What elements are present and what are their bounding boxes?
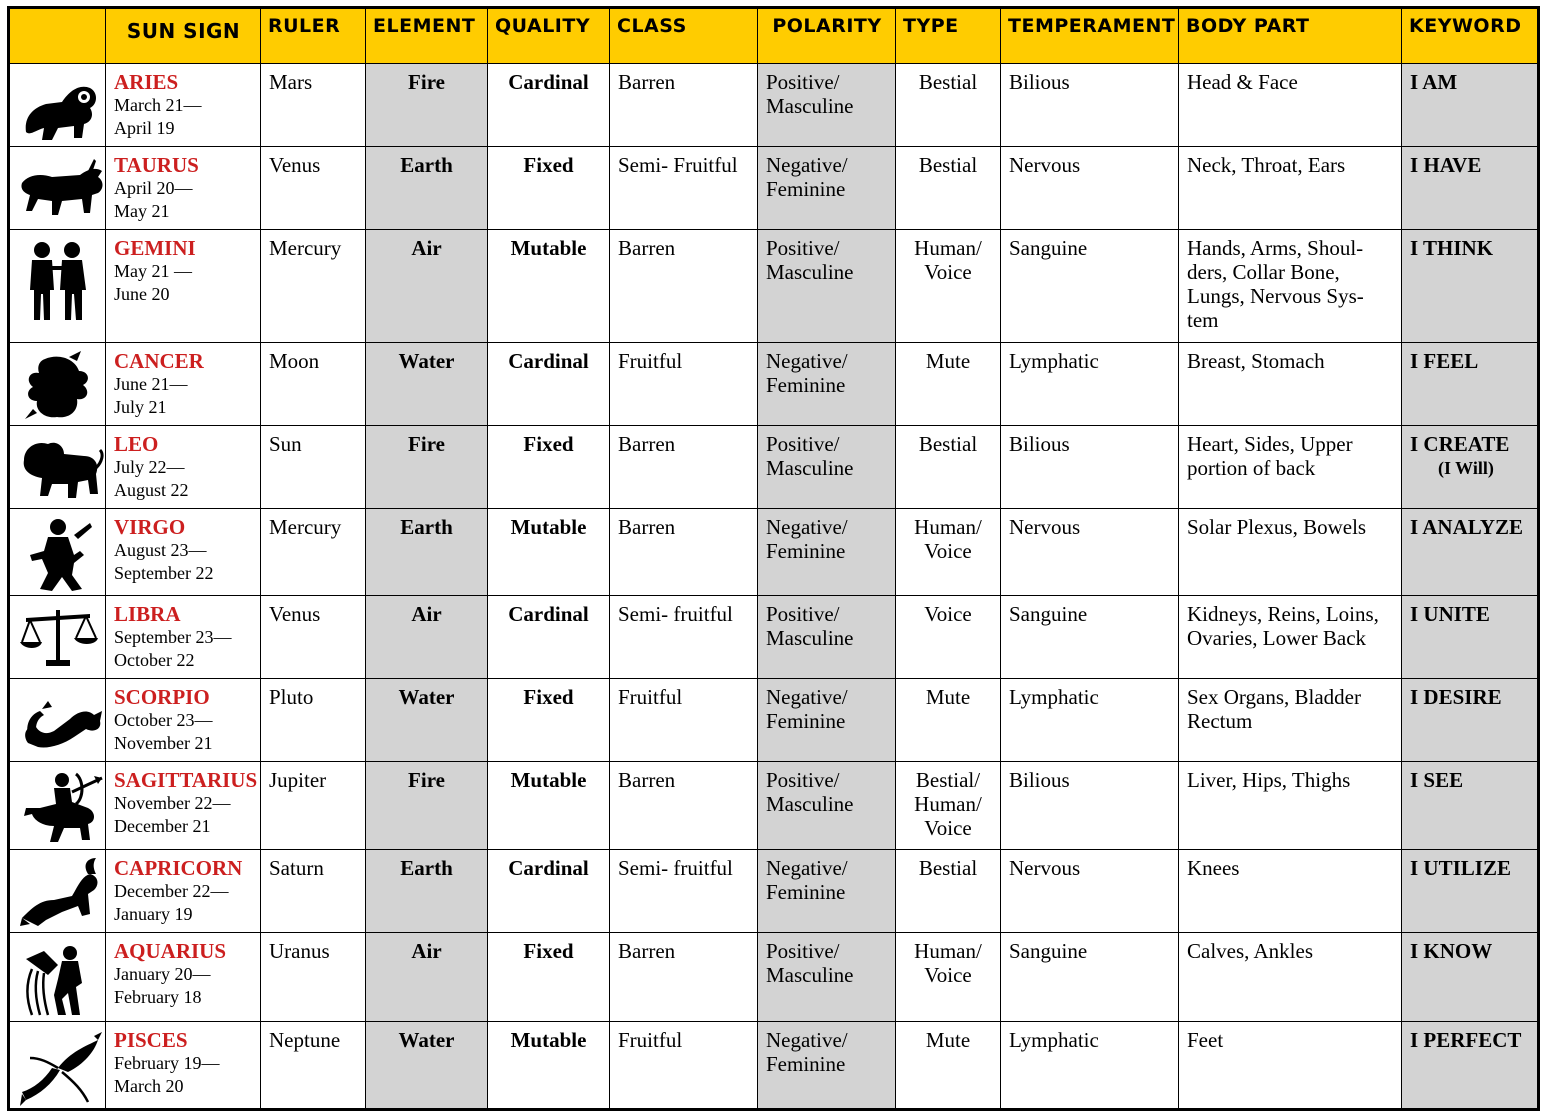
quality-cell: Mutable xyxy=(488,1022,610,1110)
quality-cell: Fixed xyxy=(488,426,610,509)
polarity-cell: Positive/ Masculine xyxy=(758,762,896,850)
icon-cell xyxy=(9,147,106,230)
body-part-cell: Kidneys, Reins, Loins, Ovaries, Lower Back xyxy=(1179,596,1402,679)
crab-icon xyxy=(19,349,97,425)
element-cell: Air xyxy=(366,933,488,1022)
sign-name: LIBRA xyxy=(114,602,181,626)
type-cell: Mute xyxy=(896,1022,1001,1110)
lion-icon xyxy=(18,432,97,508)
class-cell: Barren xyxy=(610,426,758,509)
sign-date-end: December 21 xyxy=(114,816,211,836)
table-row xyxy=(9,509,1539,596)
keyword-cell xyxy=(1402,343,1539,426)
class-cell: Fruitful xyxy=(610,343,758,426)
quality-cell: Cardinal xyxy=(488,596,610,679)
icon-cell xyxy=(9,596,106,679)
icon-cell xyxy=(9,230,106,343)
icon-cell xyxy=(9,1022,106,1110)
keyword-text: I UTILIZE xyxy=(1410,856,1511,880)
archer-icon xyxy=(18,768,106,848)
sign-cell xyxy=(106,509,261,596)
ruler-cell: Mars xyxy=(261,64,366,147)
crab-icon xyxy=(18,349,97,425)
keyword-cell xyxy=(1402,147,1539,230)
ram-icon xyxy=(18,70,97,146)
sign-date-end: May 21 xyxy=(114,201,170,221)
polarity-cell: Negative/ Feminine xyxy=(758,343,896,426)
table-row xyxy=(9,679,1539,762)
polarity-cell: Negative/ Feminine xyxy=(758,850,896,933)
water-bearer-icon xyxy=(18,939,97,1021)
keyword-subtext: (I Will) xyxy=(1438,458,1494,478)
body-part-cell: Feet xyxy=(1179,1022,1402,1110)
ruler-cell: Venus xyxy=(261,147,366,230)
sign-cell xyxy=(106,230,261,343)
icon-cell xyxy=(9,343,106,426)
type-cell: Bestial xyxy=(896,147,1001,230)
sign-cell xyxy=(106,426,261,509)
sign-name: CAPRICORN xyxy=(114,856,243,880)
type-cell: Bestial xyxy=(896,64,1001,147)
header-body-part: BODY PART xyxy=(1179,8,1402,64)
header-class: CLASS xyxy=(610,8,758,64)
virgin-icon xyxy=(18,515,98,595)
sign-name: GEMINI xyxy=(114,236,196,260)
icon-cell xyxy=(9,933,106,1022)
sign-name: VIRGO xyxy=(114,515,186,539)
temperament-cell: Nervous xyxy=(1001,850,1179,933)
type-cell: Bestial xyxy=(896,850,1001,933)
sign-cell xyxy=(106,679,261,762)
temperament-cell: Bilious xyxy=(1001,762,1179,850)
ruler-cell: Venus xyxy=(261,596,366,679)
sign-date-end: March 20 xyxy=(114,1076,184,1096)
keyword-cell xyxy=(1402,1022,1539,1110)
fish-icon xyxy=(18,1028,102,1108)
header-type: TYPE xyxy=(896,8,1001,64)
body-part-cell: Solar Plexus, Bowels xyxy=(1179,509,1402,596)
keyword-text: I DESIRE xyxy=(1410,685,1502,709)
header-quality: QUALITY xyxy=(488,8,610,64)
scorpion-icon xyxy=(18,685,97,761)
sign-name: TAURUS xyxy=(114,153,199,177)
body-part-cell: Liver, Hips, Thighs xyxy=(1179,762,1402,850)
body-part-cell: Heart, Sides, Upper portion of back xyxy=(1179,426,1402,509)
keyword-cell xyxy=(1402,426,1539,509)
header-keyword: KEYWORD xyxy=(1402,8,1539,64)
class-cell: Semi- fruitful xyxy=(610,850,758,933)
icon-cell xyxy=(9,426,106,509)
icon-cell xyxy=(9,64,106,147)
sign-name: AQUARIUS xyxy=(114,939,227,963)
temperament-cell: Lymphatic xyxy=(1001,679,1179,762)
header-icon-cell xyxy=(9,8,106,64)
water-bearer-icon xyxy=(18,939,98,1021)
keyword-cell xyxy=(1402,850,1539,933)
icon-cell xyxy=(9,509,106,596)
sign-date-start: April 20— xyxy=(114,178,193,198)
twins-icon xyxy=(18,236,98,326)
fish-icon xyxy=(18,1028,97,1108)
polarity-cell: Positive/ Masculine xyxy=(758,230,896,343)
table-row xyxy=(9,596,1539,679)
sign-date-end: January 19 xyxy=(114,904,193,924)
keyword-cell xyxy=(1402,762,1539,850)
body-part-cell: Neck, Throat, Ears xyxy=(1179,147,1402,230)
keyword-text: I KNOW xyxy=(1410,939,1493,963)
body-part-cell: Sex Organs, Bladder Rectum xyxy=(1179,679,1402,762)
keyword-text: I ANALYZE xyxy=(1410,515,1524,539)
sign-date-end: June 20 xyxy=(114,284,170,304)
element-cell: Earth xyxy=(366,509,488,596)
scales-icon xyxy=(18,602,97,672)
sign-name: PISCES xyxy=(114,1028,188,1052)
header-row xyxy=(9,8,1539,64)
sign-cell xyxy=(106,933,261,1022)
ruler-cell: Mercury xyxy=(261,509,366,596)
sign-date-start: May 21 — xyxy=(114,261,192,281)
type-cell: Human/ Voice xyxy=(896,933,1001,1022)
sign-date-start: February 19— xyxy=(114,1053,220,1073)
sign-date-end: November 21 xyxy=(114,733,213,753)
sign-date-start: August 23— xyxy=(114,540,207,560)
sign-date-end: April 19 xyxy=(114,118,175,138)
polarity-cell: Negative/ Feminine xyxy=(758,147,896,230)
sign-cell xyxy=(106,762,261,850)
temperament-cell: Bilious xyxy=(1001,64,1179,147)
body-part-cell: Calves, Ankles xyxy=(1179,933,1402,1022)
keyword-text: I SEE xyxy=(1410,768,1464,792)
ram-icon xyxy=(18,70,102,146)
sign-cell xyxy=(106,147,261,230)
temperament-cell: Lymphatic xyxy=(1001,1022,1179,1110)
lion-icon xyxy=(18,432,104,508)
class-cell: Barren xyxy=(610,230,758,343)
keyword-text: I FEEL xyxy=(1410,349,1479,373)
table-row xyxy=(9,933,1539,1022)
keyword-text: I PERFECT xyxy=(1410,1028,1522,1052)
element-cell: Water xyxy=(366,343,488,426)
type-cell: Human/ Voice xyxy=(896,509,1001,596)
class-cell: Semi- fruitful xyxy=(610,596,758,679)
ruler-cell: Neptune xyxy=(261,1022,366,1110)
temperament-cell: Bilious xyxy=(1001,426,1179,509)
element-cell: Fire xyxy=(366,762,488,850)
type-cell: Bestial xyxy=(896,426,1001,509)
keyword-cell xyxy=(1402,933,1539,1022)
polarity-cell: Positive/ Masculine xyxy=(758,933,896,1022)
sign-name: CANCER xyxy=(114,349,204,373)
header-temperament: TEMPERAMENT xyxy=(1001,8,1179,64)
table-row xyxy=(9,343,1539,426)
virgin-icon xyxy=(18,515,97,595)
scales-icon xyxy=(18,602,98,672)
type-cell: Bestial/ Human/ Voice xyxy=(896,762,1001,850)
type-cell: Voice xyxy=(896,596,1001,679)
keyword-text: I THINK xyxy=(1410,236,1494,260)
body-part-cell: Hands, Arms, Shoul-ders, Collar Bone, Lungs, Nervous Sys-tem xyxy=(1179,230,1402,343)
body-part-cell: Knees xyxy=(1179,850,1402,933)
icon-cell xyxy=(9,679,106,762)
quality-cell: Fixed xyxy=(488,147,610,230)
keyword-cell xyxy=(1402,64,1539,147)
polarity-cell: Positive/ Masculine xyxy=(758,64,896,147)
sign-cell xyxy=(106,64,261,147)
keyword-cell xyxy=(1402,596,1539,679)
table-body xyxy=(9,64,1539,1110)
temperament-cell: Sanguine xyxy=(1001,933,1179,1022)
table-row xyxy=(9,762,1539,850)
class-cell: Barren xyxy=(610,762,758,850)
quality-cell: Fixed xyxy=(488,679,610,762)
sign-date-start: October 23— xyxy=(114,710,213,730)
keyword-text: I UNITE xyxy=(1410,602,1490,626)
sign-date-start: December 22— xyxy=(114,881,229,901)
table-row xyxy=(9,850,1539,933)
sign-date-start: January 20— xyxy=(114,964,211,984)
ruler-cell: Uranus xyxy=(261,933,366,1022)
body-part-cell: Breast, Stomach xyxy=(1179,343,1402,426)
ruler-cell: Saturn xyxy=(261,850,366,933)
temperament-cell: Nervous xyxy=(1001,147,1179,230)
sign-date-end: February 18 xyxy=(114,987,202,1007)
polarity-cell: Negative/ Feminine xyxy=(758,1022,896,1110)
polarity-cell: Negative/ Feminine xyxy=(758,679,896,762)
class-cell: Semi- Fruitful xyxy=(610,147,758,230)
quality-cell: Mutable xyxy=(488,762,610,850)
ruler-cell: Mercury xyxy=(261,230,366,343)
sign-cell xyxy=(106,1022,261,1110)
ruler-cell: Pluto xyxy=(261,679,366,762)
body-part-cell: Head & Face xyxy=(1179,64,1402,147)
keyword-text: I AM xyxy=(1410,70,1458,94)
sign-cell xyxy=(106,596,261,679)
temperament-cell: Nervous xyxy=(1001,509,1179,596)
element-cell: Water xyxy=(366,1022,488,1110)
element-cell: Earth xyxy=(366,850,488,933)
goat-icon xyxy=(18,856,97,932)
sign-date-end: October 22 xyxy=(114,650,195,670)
class-cell: Barren xyxy=(610,509,758,596)
element-cell: Fire xyxy=(366,64,488,147)
table-row xyxy=(9,426,1539,509)
keyword-cell xyxy=(1402,509,1539,596)
quality-cell: Mutable xyxy=(488,230,610,343)
header-sun-sign: SUN SIGN xyxy=(106,8,261,64)
ruler-cell: Sun xyxy=(261,426,366,509)
keyword-cell xyxy=(1402,230,1539,343)
keyword-cell xyxy=(1402,679,1539,762)
table-header xyxy=(9,8,1539,64)
class-cell: Barren xyxy=(610,64,758,147)
sign-date-start: March 21— xyxy=(114,95,202,115)
element-cell: Earth xyxy=(366,147,488,230)
table-row xyxy=(9,1022,1539,1110)
scorpion-icon xyxy=(18,685,106,761)
header-element: ELEMENT xyxy=(366,8,488,64)
sign-name: SCORPIO xyxy=(114,685,210,709)
sign-date-start: September 23— xyxy=(114,627,232,647)
ruler-cell: Moon xyxy=(261,343,366,426)
sign-name: ARIES xyxy=(114,70,179,94)
temperament-cell: Sanguine xyxy=(1001,230,1179,343)
quality-cell: Cardinal xyxy=(488,850,610,933)
table-row xyxy=(9,147,1539,230)
goat-icon xyxy=(18,856,106,932)
element-cell: Fire xyxy=(366,426,488,509)
sign-name: SAGITTARIUS xyxy=(114,768,258,792)
element-cell: Water xyxy=(366,679,488,762)
ruler-cell: Jupiter xyxy=(261,762,366,850)
sign-date-start: November 22— xyxy=(114,793,231,813)
temperament-cell: Lymphatic xyxy=(1001,343,1179,426)
sign-cell xyxy=(106,850,261,933)
element-cell: Air xyxy=(366,596,488,679)
zodiac-table xyxy=(7,6,1540,1111)
type-cell: Human/ Voice xyxy=(896,230,1001,343)
header-polarity: POLARITY xyxy=(758,8,896,64)
bull-icon xyxy=(18,153,106,229)
quality-cell: Cardinal xyxy=(488,343,610,426)
temperament-cell: Sanguine xyxy=(1001,596,1179,679)
bull-icon xyxy=(18,153,97,229)
type-cell: Mute xyxy=(896,679,1001,762)
twins-icon xyxy=(18,236,97,326)
sign-date-end: August 22 xyxy=(114,480,189,500)
type-cell: Mute xyxy=(896,343,1001,426)
keyword-text: I HAVE xyxy=(1410,153,1482,177)
keyword-text: I CREATE xyxy=(1410,432,1510,456)
polarity-cell: Positive/ Masculine xyxy=(758,426,896,509)
archer-icon xyxy=(18,768,97,848)
quality-cell: Mutable xyxy=(488,509,610,596)
table-row xyxy=(9,64,1539,147)
icon-cell xyxy=(9,762,106,850)
quality-cell: Cardinal xyxy=(488,64,610,147)
header-ruler: RULER xyxy=(261,8,366,64)
sign-name: LEO xyxy=(114,432,159,456)
polarity-cell: Negative/ Feminine xyxy=(758,509,896,596)
table-row xyxy=(9,230,1539,343)
sign-date-start: June 21— xyxy=(114,374,188,394)
polarity-cell: Positive/ Masculine xyxy=(758,596,896,679)
element-cell: Air xyxy=(366,230,488,343)
icon-cell xyxy=(9,850,106,933)
sign-date-end: September 22 xyxy=(114,563,214,583)
sign-date-start: July 22— xyxy=(114,457,185,477)
quality-cell: Fixed xyxy=(488,933,610,1022)
class-cell: Fruitful xyxy=(610,1022,758,1110)
class-cell: Barren xyxy=(610,933,758,1022)
class-cell: Fruitful xyxy=(610,679,758,762)
sign-cell xyxy=(106,343,261,426)
sign-date-end: July 21 xyxy=(114,397,167,417)
